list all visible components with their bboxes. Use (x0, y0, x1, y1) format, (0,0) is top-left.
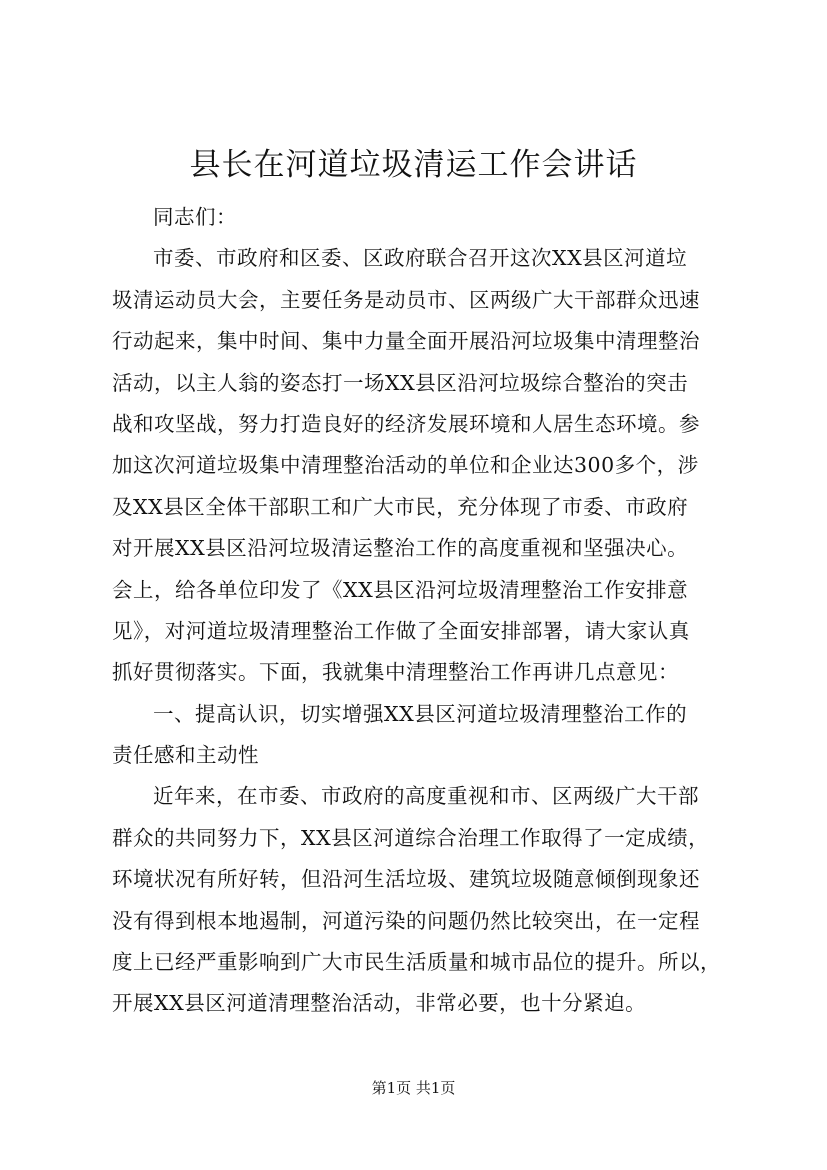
paragraph-line: 开展XX县区河道清理整治活动，非常必要，也十分紧迫。 (112, 991, 647, 1016)
paragraph-line: 见》，对河道垃圾清理整治工作做了全面安排部署，请大家认真 (112, 618, 690, 643)
paragraph-line: 及XX县区全体干部职工和广大市民，充分体现了市委、市政府 (112, 494, 689, 519)
paragraph-line: 加这次河道垃圾集中清理整治活动的单位和企业达300多个，涉 (112, 453, 699, 478)
paragraph-line: 度上已经严重影响到广大市民生活质量和城市品位的提升。所以， (112, 950, 721, 975)
paragraph-line: 抓好贯彻落实。下面，我就集中清理整治工作再讲几点意见： (112, 660, 679, 685)
page-number-footer: 第1页 共1页 (371, 1079, 456, 1097)
paragraph-line: 环境状况有所好转，但沿河生活垃圾、建筑垃圾随意倾倒现象还 (112, 867, 700, 892)
paragraph-line: 圾清运动员大会，主要任务是动员市、区两级广大干部群众迅速 (112, 287, 700, 312)
paragraph-line: 没有得到根本地遏制，河道污染的问题仍然比较突出，在一定程 (112, 908, 700, 933)
paragraph-line: 市委、市政府和区委、区政府联合召开这次XX县区河道垃 (153, 246, 688, 271)
document-title: 县长在河道垃圾清运工作会讲话 (189, 147, 638, 183)
paragraph-line: 战和攻坚战，努力打造良好的经济发展环境和人居生态环境。参 (112, 411, 700, 436)
paragraph-line: 活动，以主人翁的姿态打一场XX县区沿河垃圾综合整治的突击 (112, 370, 689, 395)
document-body (112, 197, 724, 1025)
paragraph-line: 对开展XX县区沿河垃圾清运整治工作的高度重视和坚强决心。 (112, 536, 689, 561)
paragraph-line: 近年来，在市委、市政府的高度重视和市、区两级广大干部 (153, 784, 699, 809)
section-heading-line: 一、提高认识，切实增强XX县区河道垃圾清理整治工作的 (153, 701, 688, 726)
salutation-line: 同志们： (153, 205, 237, 229)
paragraph-line: 群众的共同努力下，XX县区河道综合治理工作取得了一定成绩， (112, 825, 710, 850)
section-heading-line: 责任感和主动性 (112, 743, 259, 768)
paragraph-line: 行动起来，集中时间、集中力量全面开展沿河垃圾集中清理整治 (112, 329, 700, 354)
paragraph-line: 会上，给各单位印发了《XX县区沿河垃圾清理整治工作安排意 (112, 577, 689, 602)
